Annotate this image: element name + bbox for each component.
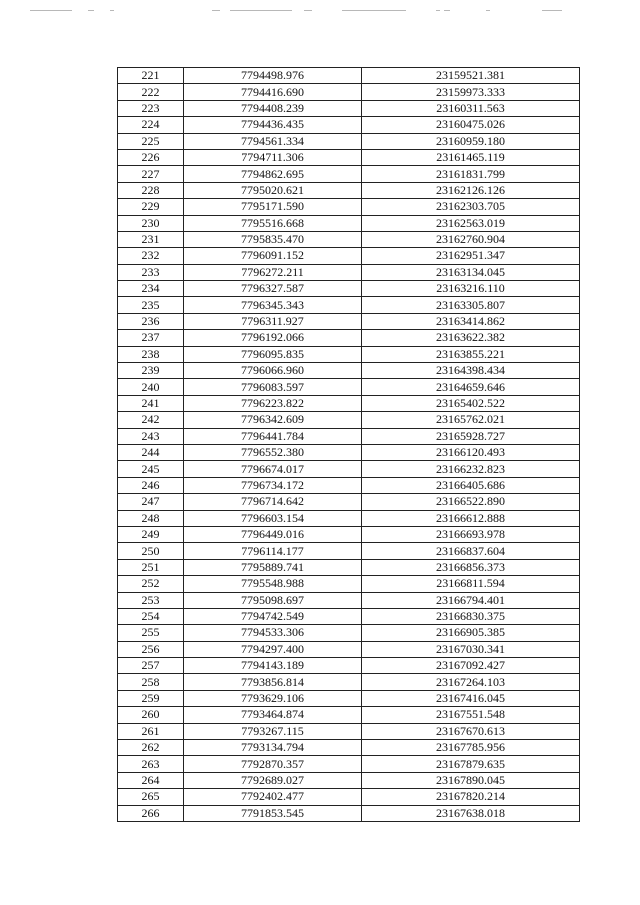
point-number-cell: 263 [118, 756, 184, 772]
table-row [118, 313, 580, 329]
point-number-cell: 265 [118, 789, 184, 805]
x-coordinate-cell: 7792402.477 [184, 789, 362, 805]
table-row [118, 526, 580, 542]
x-coordinate-cell: 7796327.587 [184, 281, 362, 297]
y-coordinate-cell: 23163414.862 [362, 313, 580, 329]
table-row [118, 477, 580, 493]
point-number-cell: 232 [118, 248, 184, 264]
point-number-cell: 242 [118, 412, 184, 428]
table-row [118, 772, 580, 788]
y-coordinate-cell: 23166830.375 [362, 608, 580, 624]
table-row [118, 723, 580, 739]
y-coordinate-cell: 23163622.382 [362, 330, 580, 346]
table-row [118, 543, 580, 559]
table-row [118, 215, 580, 231]
point-number-cell: 257 [118, 658, 184, 674]
y-coordinate-cell: 23163855.221 [362, 346, 580, 362]
point-number-cell: 244 [118, 444, 184, 460]
x-coordinate-cell: 7792870.357 [184, 756, 362, 772]
y-coordinate-cell: 23167092.427 [362, 658, 580, 674]
point-number-cell: 264 [118, 772, 184, 788]
x-coordinate-cell: 7794742.549 [184, 608, 362, 624]
y-coordinate-cell: 23163134.045 [362, 264, 580, 280]
table-row [118, 494, 580, 510]
y-coordinate-cell: 23162303.705 [362, 199, 580, 215]
x-coordinate-cell: 7793267.115 [184, 723, 362, 739]
table-row [118, 658, 580, 674]
y-coordinate-cell: 23165402.522 [362, 395, 580, 411]
point-number-cell: 238 [118, 346, 184, 362]
table-row [118, 117, 580, 133]
x-coordinate-cell: 7796192.066 [184, 330, 362, 346]
x-coordinate-cell: 7795835.470 [184, 231, 362, 247]
y-coordinate-cell: 23167416.045 [362, 690, 580, 706]
x-coordinate-cell: 7795171.590 [184, 199, 362, 215]
point-number-cell: 261 [118, 723, 184, 739]
x-coordinate-cell: 7795020.621 [184, 182, 362, 198]
x-coordinate-cell: 7796714.642 [184, 494, 362, 510]
table-row [118, 264, 580, 280]
y-coordinate-cell: 23167638.018 [362, 805, 580, 821]
x-coordinate-cell: 7794297.400 [184, 641, 362, 657]
table-row [118, 133, 580, 149]
y-coordinate-cell: 23161465.119 [362, 149, 580, 165]
point-number-cell: 241 [118, 395, 184, 411]
point-number-cell: 240 [118, 379, 184, 395]
point-number-cell: 250 [118, 543, 184, 559]
y-coordinate-cell: 23167670.613 [362, 723, 580, 739]
x-coordinate-cell: 7795516.668 [184, 215, 362, 231]
x-coordinate-cell: 7793629.106 [184, 690, 362, 706]
point-number-cell: 235 [118, 297, 184, 313]
table-row [118, 608, 580, 624]
point-number-cell: 258 [118, 674, 184, 690]
point-number-cell: 253 [118, 592, 184, 608]
y-coordinate-cell: 23166405.686 [362, 477, 580, 493]
point-number-cell: 227 [118, 166, 184, 182]
table-row [118, 625, 580, 641]
table-row [118, 674, 580, 690]
table-row [118, 412, 580, 428]
x-coordinate-cell: 7796311.927 [184, 313, 362, 329]
point-number-cell: 225 [118, 133, 184, 149]
y-coordinate-cell: 23166522.890 [362, 494, 580, 510]
point-number-cell: 262 [118, 740, 184, 756]
y-coordinate-cell: 23166120.493 [362, 444, 580, 460]
table-row [118, 789, 580, 805]
point-number-cell: 249 [118, 526, 184, 542]
x-coordinate-cell: 7796674.017 [184, 461, 362, 477]
x-coordinate-cell: 7796441.784 [184, 428, 362, 444]
point-number-cell: 234 [118, 281, 184, 297]
point-number-cell: 254 [118, 608, 184, 624]
x-coordinate-cell: 7793856.814 [184, 674, 362, 690]
table-row [118, 641, 580, 657]
table-row [118, 248, 580, 264]
x-coordinate-cell: 7796342.609 [184, 412, 362, 428]
point-number-cell: 230 [118, 215, 184, 231]
y-coordinate-cell: 23163305.807 [362, 297, 580, 313]
point-number-cell: 255 [118, 625, 184, 641]
point-number-cell: 226 [118, 149, 184, 165]
y-coordinate-cell: 23167785.956 [362, 740, 580, 756]
point-number-cell: 245 [118, 461, 184, 477]
y-coordinate-cell: 23166794.401 [362, 592, 580, 608]
y-coordinate-cell: 23159521.381 [362, 68, 580, 84]
point-number-cell: 233 [118, 264, 184, 280]
table-row [118, 444, 580, 460]
x-coordinate-cell: 7796552.380 [184, 444, 362, 460]
point-number-cell: 252 [118, 576, 184, 592]
coordinates-table-body [118, 68, 580, 822]
table-row [118, 756, 580, 772]
y-coordinate-cell: 23166837.604 [362, 543, 580, 559]
y-coordinate-cell: 23166232.823 [362, 461, 580, 477]
x-coordinate-cell: 7793464.874 [184, 707, 362, 723]
point-number-cell: 223 [118, 100, 184, 116]
table-row [118, 199, 580, 215]
x-coordinate-cell: 7794143.189 [184, 658, 362, 674]
point-number-cell: 239 [118, 363, 184, 379]
x-coordinate-cell: 7794436.435 [184, 117, 362, 133]
y-coordinate-cell: 23167030.341 [362, 641, 580, 657]
x-coordinate-cell: 7794416.690 [184, 84, 362, 100]
table-row [118, 231, 580, 247]
point-number-cell: 229 [118, 199, 184, 215]
y-coordinate-cell: 23159973.333 [362, 84, 580, 100]
x-coordinate-cell: 7795889.741 [184, 559, 362, 575]
coordinates-table [117, 67, 580, 822]
y-coordinate-cell: 23167890.045 [362, 772, 580, 788]
table-row [118, 281, 580, 297]
y-coordinate-cell: 23162126.126 [362, 182, 580, 198]
x-coordinate-cell: 7794533.306 [184, 625, 362, 641]
y-coordinate-cell: 23166693.978 [362, 526, 580, 542]
table-row [118, 707, 580, 723]
point-number-cell: 246 [118, 477, 184, 493]
x-coordinate-cell: 7796083.597 [184, 379, 362, 395]
y-coordinate-cell: 23167551.548 [362, 707, 580, 723]
point-number-cell: 236 [118, 313, 184, 329]
table-row [118, 68, 580, 84]
point-number-cell: 248 [118, 510, 184, 526]
y-coordinate-cell: 23160311.563 [362, 100, 580, 116]
table-row [118, 395, 580, 411]
x-coordinate-cell: 7796095.835 [184, 346, 362, 362]
x-coordinate-cell: 7796345.343 [184, 297, 362, 313]
table-row [118, 805, 580, 821]
y-coordinate-cell: 23167879.635 [362, 756, 580, 772]
table-row [118, 510, 580, 526]
y-coordinate-cell: 23165762.021 [362, 412, 580, 428]
table-row [118, 461, 580, 477]
table-row [118, 576, 580, 592]
y-coordinate-cell: 23160959.180 [362, 133, 580, 149]
table-row [118, 166, 580, 182]
table-row [118, 346, 580, 362]
point-number-cell: 237 [118, 330, 184, 346]
point-number-cell: 266 [118, 805, 184, 821]
x-coordinate-cell: 7794711.306 [184, 149, 362, 165]
table-row [118, 428, 580, 444]
y-coordinate-cell: 23164398.434 [362, 363, 580, 379]
y-coordinate-cell: 23160475.026 [362, 117, 580, 133]
y-coordinate-cell: 23166612.888 [362, 510, 580, 526]
point-number-cell: 260 [118, 707, 184, 723]
table-row [118, 379, 580, 395]
table-row [118, 297, 580, 313]
y-coordinate-cell: 23167820.214 [362, 789, 580, 805]
y-coordinate-cell: 23161831.799 [362, 166, 580, 182]
table-row [118, 182, 580, 198]
table-row [118, 559, 580, 575]
x-coordinate-cell: 7796066.960 [184, 363, 362, 379]
x-coordinate-cell: 7793134.794 [184, 740, 362, 756]
page-header-marks [30, 8, 610, 14]
x-coordinate-cell: 7795098.697 [184, 592, 362, 608]
y-coordinate-cell: 23163216.110 [362, 281, 580, 297]
table-row [118, 690, 580, 706]
table-row [118, 330, 580, 346]
y-coordinate-cell: 23165928.727 [362, 428, 580, 444]
y-coordinate-cell: 23162563.019 [362, 215, 580, 231]
point-number-cell: 221 [118, 68, 184, 84]
table-row [118, 149, 580, 165]
y-coordinate-cell: 23162760.904 [362, 231, 580, 247]
x-coordinate-cell: 7796223.822 [184, 395, 362, 411]
x-coordinate-cell: 7794561.334 [184, 133, 362, 149]
point-number-cell: 222 [118, 84, 184, 100]
point-number-cell: 243 [118, 428, 184, 444]
point-number-cell: 224 [118, 117, 184, 133]
y-coordinate-cell: 23162951.347 [362, 248, 580, 264]
point-number-cell: 228 [118, 182, 184, 198]
x-coordinate-cell: 7794498.976 [184, 68, 362, 84]
table-row [118, 740, 580, 756]
x-coordinate-cell: 7794862.695 [184, 166, 362, 182]
x-coordinate-cell: 7796114.177 [184, 543, 362, 559]
point-number-cell: 231 [118, 231, 184, 247]
x-coordinate-cell: 7796449.016 [184, 526, 362, 542]
x-coordinate-cell: 7795548.988 [184, 576, 362, 592]
y-coordinate-cell: 23167264.103 [362, 674, 580, 690]
x-coordinate-cell: 7796272.211 [184, 264, 362, 280]
table-row [118, 592, 580, 608]
x-coordinate-cell: 7796603.154 [184, 510, 362, 526]
x-coordinate-cell: 7792689.027 [184, 772, 362, 788]
x-coordinate-cell: 7794408.239 [184, 100, 362, 116]
point-number-cell: 259 [118, 690, 184, 706]
point-number-cell: 251 [118, 559, 184, 575]
x-coordinate-cell: 7796091.152 [184, 248, 362, 264]
x-coordinate-cell: 7796734.172 [184, 477, 362, 493]
y-coordinate-cell: 23164659.646 [362, 379, 580, 395]
x-coordinate-cell: 7791853.545 [184, 805, 362, 821]
point-number-cell: 247 [118, 494, 184, 510]
y-coordinate-cell: 23166811.594 [362, 576, 580, 592]
table-row [118, 100, 580, 116]
y-coordinate-cell: 23166856.373 [362, 559, 580, 575]
table-row [118, 84, 580, 100]
point-number-cell: 256 [118, 641, 184, 657]
y-coordinate-cell: 23166905.385 [362, 625, 580, 641]
table-row [118, 363, 580, 379]
